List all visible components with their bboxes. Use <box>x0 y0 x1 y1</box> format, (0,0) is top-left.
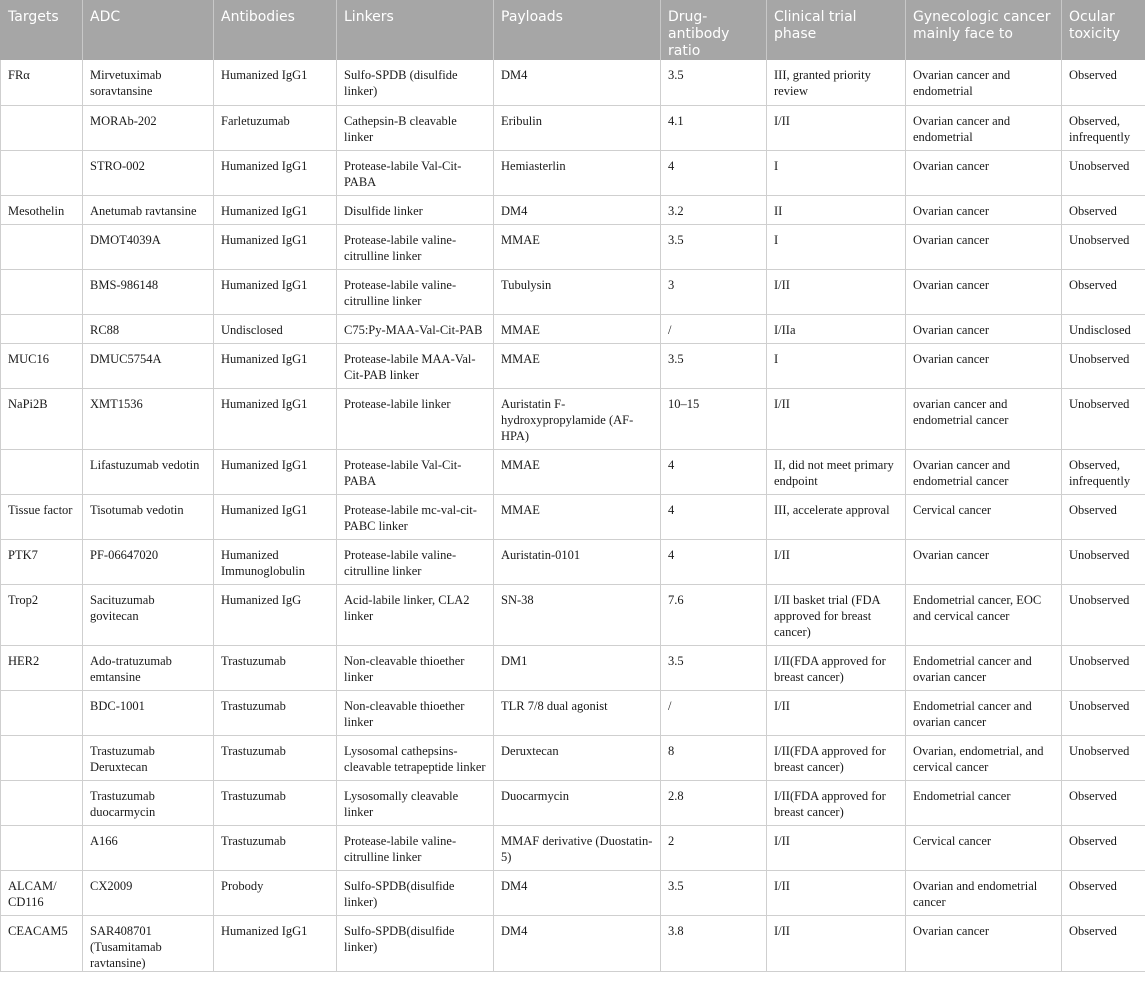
header-antibodies: Antibodies <box>214 0 337 60</box>
table-row <box>1 915 1145 971</box>
cell-cancer: Ovarian and endometrial cancer <box>906 870 1062 915</box>
cell-ocular: Observed, infrequently <box>1062 105 1145 150</box>
cell-phase: II, did not meet primary endpoint <box>767 449 906 494</box>
cell-payload: MMAF derivative (Duostatin-5) <box>494 825 661 870</box>
cell-linker: Disulfide linker <box>337 195 494 224</box>
cell-ocular: Observed <box>1062 915 1145 971</box>
table-row <box>1 449 1145 494</box>
header-targets: Targets <box>1 0 83 60</box>
cell-adc: RC88 <box>83 314 214 343</box>
cell-linker: Acid-labile linker, CLA2 linker <box>337 584 494 645</box>
cell-antibody: Humanized IgG1 <box>214 343 337 388</box>
cell-dar: 3.2 <box>661 195 767 224</box>
table-row <box>1 314 1145 343</box>
cell-antibody: Humanized IgG1 <box>214 150 337 195</box>
cell-linker: Cathepsin-B cleavable linker <box>337 105 494 150</box>
cell-linker: Sulfo-SPDB(disulfide linker) <box>337 870 494 915</box>
cell-linker: Non-cleavable thioether linker <box>337 645 494 690</box>
cell-dar: 3.5 <box>661 343 767 388</box>
cell-phase: I/II <box>767 690 906 735</box>
cell-payload: Auristatin F-hydroxypropylamide (AF-HPA) <box>494 388 661 449</box>
cell-linker: Protease-labile MAA-Val-Cit-PAB linker <box>337 343 494 388</box>
table-row <box>1 343 1145 388</box>
cell-ocular: Unobserved <box>1062 584 1145 645</box>
cell-payload: TLR 7/8 dual agonist <box>494 690 661 735</box>
cell-ocular: Observed <box>1062 195 1145 224</box>
cell-dar: 3 <box>661 269 767 314</box>
cell-antibody: Probody <box>214 870 337 915</box>
cell-adc: Tisotumab vedotin <box>83 494 214 539</box>
cell-cancer: Ovarian cancer <box>906 343 1062 388</box>
cell-antibody: Undisclosed <box>214 314 337 343</box>
cell-payload: DM4 <box>494 60 661 105</box>
cell-phase: I/II basket trial (FDA approved for breast cancer) <box>767 584 906 645</box>
cell-dar: 3.5 <box>661 224 767 269</box>
table-row <box>1 494 1145 539</box>
table-row <box>1 539 1145 584</box>
table-row <box>1 735 1145 780</box>
cell-cancer: ovarian cancer and endometrial cancer <box>906 388 1062 449</box>
cell-payload: MMAE <box>494 314 661 343</box>
cell-cancer: Ovarian cancer <box>906 269 1062 314</box>
cell-cancer: Cervical cancer <box>906 494 1062 539</box>
cell-adc: Sacituzumab govitecan <box>83 584 214 645</box>
cell-antibody: Trastuzumab <box>214 645 337 690</box>
cell-linker: Lysosomally cleavable linker <box>337 780 494 825</box>
cell-payload: MMAE <box>494 449 661 494</box>
cell-payload: Duocarmycin <box>494 780 661 825</box>
cell-dar: 4 <box>661 494 767 539</box>
cell-target: Trop2 <box>1 584 83 645</box>
cell-target <box>1 825 83 870</box>
cell-ocular: Unobserved <box>1062 343 1145 388</box>
cell-ocular: Observed <box>1062 780 1145 825</box>
cell-cancer: Ovarian cancer <box>906 915 1062 971</box>
cell-target: ALCAM/ CD116 <box>1 870 83 915</box>
cell-dar: 10–15 <box>661 388 767 449</box>
cell-adc: DMOT4039A <box>83 224 214 269</box>
table-row <box>1 780 1145 825</box>
cell-phase: I/II <box>767 870 906 915</box>
cell-adc: BMS-986148 <box>83 269 214 314</box>
table-row <box>1 645 1145 690</box>
table-row <box>1 224 1145 269</box>
table-row <box>1 150 1145 195</box>
cell-phase: I/II <box>767 915 906 971</box>
cell-antibody: Humanized IgG1 <box>214 388 337 449</box>
cell-adc: Lifastuzumab vedotin <box>83 449 214 494</box>
cell-adc: Mirvetuximab soravtansine <box>83 60 214 105</box>
cell-ocular: Observed <box>1062 494 1145 539</box>
cell-antibody: Trastuzumab <box>214 690 337 735</box>
table-row <box>1 388 1145 449</box>
cell-payload: Deruxtecan <box>494 735 661 780</box>
cell-target <box>1 105 83 150</box>
cell-cancer: Ovarian cancer <box>906 314 1062 343</box>
cell-adc: Anetumab ravtansine <box>83 195 214 224</box>
cell-linker: Protease-labile linker <box>337 388 494 449</box>
cell-payload: Tubulysin <box>494 269 661 314</box>
cell-adc: XMT1536 <box>83 388 214 449</box>
cell-dar: 4 <box>661 150 767 195</box>
cell-antibody: Humanized IgG1 <box>214 449 337 494</box>
cell-phase: I/II <box>767 269 906 314</box>
cell-ocular: Unobserved <box>1062 539 1145 584</box>
cell-payload: DM4 <box>494 870 661 915</box>
cell-target <box>1 449 83 494</box>
cell-adc: Trastuzumab duocarmycin <box>83 780 214 825</box>
cell-ocular: Observed, infrequently <box>1062 449 1145 494</box>
cell-phase: I <box>767 150 906 195</box>
cell-dar: 8 <box>661 735 767 780</box>
cell-antibody: Humanized IgG1 <box>214 60 337 105</box>
cell-dar: 7.6 <box>661 584 767 645</box>
cell-target <box>1 780 83 825</box>
cell-antibody: Humanized IgG1 <box>214 494 337 539</box>
cell-ocular: Unobserved <box>1062 735 1145 780</box>
cell-linker: Lysosomal cathepsins-cleavable tetrapeptide linker <box>337 735 494 780</box>
cell-ocular: Observed <box>1062 269 1145 314</box>
cell-phase: I <box>767 224 906 269</box>
table-row <box>1 690 1145 735</box>
cell-payload: SN-38 <box>494 584 661 645</box>
table-body <box>1 60 1145 971</box>
cell-dar: 3.5 <box>661 60 767 105</box>
cell-dar: 4.1 <box>661 105 767 150</box>
cell-ocular: Unobserved <box>1062 224 1145 269</box>
cell-phase: I/II <box>767 105 906 150</box>
cell-target <box>1 150 83 195</box>
cell-adc: BDC-1001 <box>83 690 214 735</box>
cell-phase: II <box>767 195 906 224</box>
header-payloads: Payloads <box>494 0 661 60</box>
cell-adc: CX2009 <box>83 870 214 915</box>
cell-payload: MMAE <box>494 224 661 269</box>
cell-cancer: Endometrial cancer and ovarian cancer <box>906 690 1062 735</box>
cell-linker: Protease-labile valine-citrulline linker <box>337 269 494 314</box>
cell-linker: Protease-labile valine-citrulline linker <box>337 224 494 269</box>
table-row <box>1 584 1145 645</box>
cell-ocular: Unobserved <box>1062 645 1145 690</box>
cell-linker: Protease-labile Val-Cit-PABA <box>337 449 494 494</box>
cell-payload: MMAE <box>494 343 661 388</box>
cell-antibody: Trastuzumab <box>214 825 337 870</box>
cell-antibody: Farletuzumab <box>214 105 337 150</box>
cell-linker: Protease-labile valine-citrulline linker <box>337 539 494 584</box>
cell-target: NaPi2B <box>1 388 83 449</box>
cell-dar: / <box>661 690 767 735</box>
cell-linker: Protease-labile Val-Cit-PABA <box>337 150 494 195</box>
cell-antibody: Humanized IgG1 <box>214 224 337 269</box>
cell-linker: Sulfo-SPDB(disulfide linker) <box>337 915 494 971</box>
cell-dar: 2 <box>661 825 767 870</box>
cell-target <box>1 735 83 780</box>
cell-dar: / <box>661 314 767 343</box>
header-dar: Drug-antibody ratio <box>661 0 767 60</box>
header-linkers: Linkers <box>337 0 494 60</box>
cell-dar: 2.8 <box>661 780 767 825</box>
cell-ocular: Undisclosed <box>1062 314 1145 343</box>
cell-cancer: Endometrial cancer <box>906 780 1062 825</box>
cell-antibody: Humanized IgG <box>214 584 337 645</box>
cell-target <box>1 269 83 314</box>
cell-dar: 4 <box>661 449 767 494</box>
cell-antibody: Humanized IgG1 <box>214 269 337 314</box>
cell-cancer: Ovarian cancer <box>906 150 1062 195</box>
cell-adc: A166 <box>83 825 214 870</box>
cell-linker: Sulfo-SPDB (disulfide linker) <box>337 60 494 105</box>
cell-cancer: Ovarian cancer <box>906 195 1062 224</box>
cell-target: Mesothelin <box>1 195 83 224</box>
cell-phase: I/II(FDA approved for breast cancer) <box>767 645 906 690</box>
cell-linker: Protease-labile mc-val-cit-PABC linker <box>337 494 494 539</box>
cell-payload: DM1 <box>494 645 661 690</box>
cell-phase: I/II(FDA approved for breast cancer) <box>767 780 906 825</box>
cell-cancer: Cervical cancer <box>906 825 1062 870</box>
cell-target: HER2 <box>1 645 83 690</box>
cell-ocular: Observed <box>1062 60 1145 105</box>
header-cancer: Gynecologic cancer mainly face to <box>906 0 1062 60</box>
cell-cancer: Endometrial cancer, EOC and cervical cancer <box>906 584 1062 645</box>
cell-antibody: Humanized IgG1 <box>214 915 337 971</box>
cell-target: FRα <box>1 60 83 105</box>
cell-linker: Protease-labile valine-citrulline linker <box>337 825 494 870</box>
cell-ocular: Observed <box>1062 870 1145 915</box>
cell-target: Tissue factor <box>1 494 83 539</box>
cell-phase: I/II <box>767 388 906 449</box>
cell-payload: MMAE <box>494 494 661 539</box>
cell-phase: I/II <box>767 825 906 870</box>
cell-cancer: Ovarian cancer and endometrial cancer <box>906 449 1062 494</box>
cell-target <box>1 690 83 735</box>
cell-dar: 3.5 <box>661 870 767 915</box>
header-ocular: Ocular toxicity <box>1062 0 1145 60</box>
header-adc: ADC <box>83 0 214 60</box>
cell-ocular: Unobserved <box>1062 388 1145 449</box>
table-row <box>1 870 1145 915</box>
cell-cancer: Ovarian cancer <box>906 539 1062 584</box>
cell-ocular: Unobserved <box>1062 690 1145 735</box>
cell-adc: STRO-002 <box>83 150 214 195</box>
cell-phase: I/II <box>767 539 906 584</box>
table-header <box>1 0 1145 60</box>
cell-payload: DM4 <box>494 915 661 971</box>
cell-linker: Non-cleavable thioether linker <box>337 690 494 735</box>
cell-target: MUC16 <box>1 343 83 388</box>
cell-cancer: Ovarian cancer <box>906 224 1062 269</box>
header-phase: Clinical trial phase <box>767 0 906 60</box>
cell-payload: Hemiasterlin <box>494 150 661 195</box>
cell-target <box>1 224 83 269</box>
cell-ocular: Observed <box>1062 825 1145 870</box>
header-row <box>1 0 1145 60</box>
cell-antibody: Trastuzumab <box>214 780 337 825</box>
table-row <box>1 825 1145 870</box>
cell-adc: PF-06647020 <box>83 539 214 584</box>
table-row <box>1 105 1145 150</box>
cell-cancer: Ovarian cancer and endometrial <box>906 105 1062 150</box>
cell-adc: DMUC5754A <box>83 343 214 388</box>
cell-phase: I <box>767 343 906 388</box>
cell-phase: III, accelerate approval <box>767 494 906 539</box>
cell-phase: I/IIa <box>767 314 906 343</box>
cell-cancer: Ovarian, endometrial, and cervical cancer <box>906 735 1062 780</box>
cell-phase: I/II(FDA approved for breast cancer) <box>767 735 906 780</box>
cell-phase: III, granted priority review <box>767 60 906 105</box>
cell-adc: MORAb-202 <box>83 105 214 150</box>
cell-adc: Ado-tratuzumab emtansine <box>83 645 214 690</box>
cell-dar: 3.8 <box>661 915 767 971</box>
cell-cancer: Endometrial cancer and ovarian cancer <box>906 645 1062 690</box>
cell-cancer: Ovarian cancer and endometrial <box>906 60 1062 105</box>
cell-dar: 4 <box>661 539 767 584</box>
cell-payload: Auristatin-0101 <box>494 539 661 584</box>
cell-adc: SAR408701 (Tusamitamab ravtansine) <box>83 915 214 971</box>
cell-payload: Eribulin <box>494 105 661 150</box>
cell-antibody: Trastuzumab <box>214 735 337 780</box>
table-row <box>1 195 1145 224</box>
cell-antibody: Humanized IgG1 <box>214 195 337 224</box>
cell-target: PTK7 <box>1 539 83 584</box>
cell-linker: C75:Py-MAA-Val-Cit-PAB <box>337 314 494 343</box>
cell-dar: 3.5 <box>661 645 767 690</box>
cell-adc: Trastuzumab Deruxtecan <box>83 735 214 780</box>
table-row <box>1 269 1145 314</box>
cell-target <box>1 314 83 343</box>
cell-target: CEACAM5 <box>1 915 83 971</box>
cell-payload: DM4 <box>494 195 661 224</box>
cell-ocular: Unobserved <box>1062 150 1145 195</box>
table-row <box>1 60 1145 105</box>
cell-antibody: Humanized Immunoglobulin <box>214 539 337 584</box>
